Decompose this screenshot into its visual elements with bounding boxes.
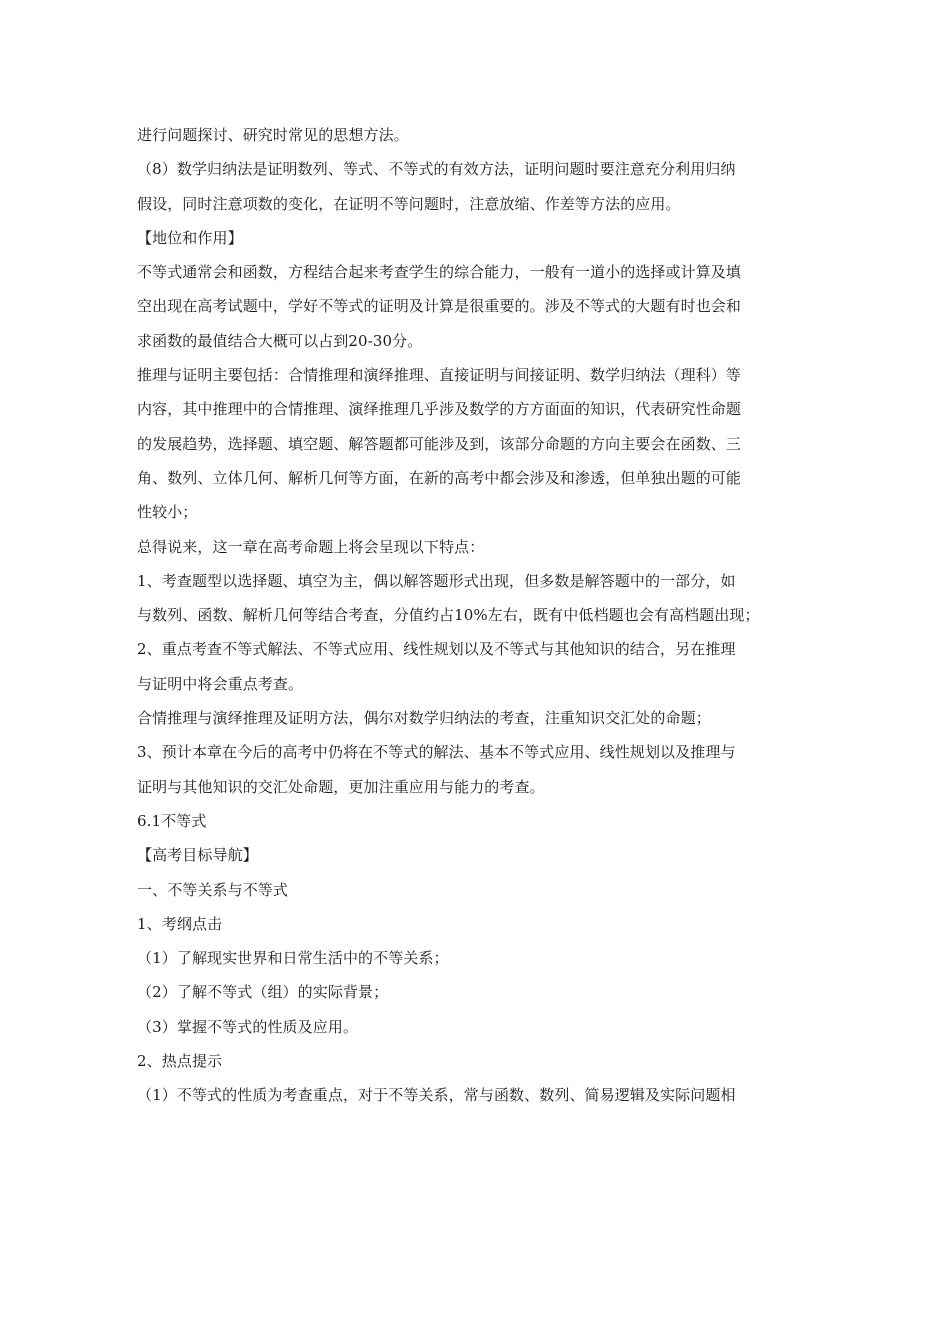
text-line: 假设，同时注意项数的变化，在证明不等问题时，注意放缩、作差等方法的应用。: [137, 194, 681, 213]
text-line: 1、考查题型以选择题、填空为主，偶以解答题形式出现，但多数是解答题中的一部分，如: [137, 571, 736, 590]
text-line: 推理与证明主要包括：合情推理和演绎推理、直接证明与间接证明、数学归纳法（理科）等: [137, 366, 742, 385]
chapter-heading: 6.1不等式: [137, 811, 207, 830]
text-line: 2、重点考查不等式解法、不等式应用、线性规划以及不等式与其他知识的结合，另在推理: [137, 640, 736, 659]
text-line: 角、数列、立体几何、解析几何等方面，在新的高考中都会涉及和渗透，但单独出题的可能: [137, 468, 742, 487]
list-item: （3）掌握不等式的性质及应用。: [137, 1017, 359, 1036]
section-heading: 【高考目标导航】: [137, 846, 258, 865]
list-item: （1）不等式的性质为考查重点，对于不等关系，常与函数、数列、简易逻辑及实际问题相: [137, 1086, 736, 1105]
text-line: （8）数学归纳法是证明数列、等式、不等式的有效方法，证明问题时要注意充分利用归纳: [137, 160, 736, 179]
section-heading: 【地位和作用】: [137, 228, 243, 247]
text-line: 进行问题探讨、研究时常见的思想方法。: [137, 126, 409, 144]
text-line: 求函数的最值结合大概可以占到20-30分。: [137, 331, 423, 350]
text-line: 与证明中将会重点考查。: [137, 674, 304, 693]
text-line: 总得说来，这一章在高考命题上将会呈现以下特点：: [137, 537, 485, 556]
subsection-heading: 一、不等关系与不等式: [137, 880, 289, 899]
list-item: （1）了解现实世界和日常生活中的不等关系；: [137, 949, 449, 968]
text-line: 不等式通常会和函数，方程结合起来考查学生的综合能力，一般有一道小的选择或计算及填: [137, 263, 742, 282]
text-line: 证明与其他知识的交汇处命题，更加注重应用与能力的考查。: [137, 777, 545, 796]
list-item: （2）了解不等式（组）的实际背景；: [137, 983, 389, 1002]
text-line: 空出现在高考试题中，学好不等式的证明及计算是很重要的。涉及不等式的大题有时也会和: [137, 297, 742, 316]
subsection-heading: 2、热点提示: [137, 1052, 223, 1071]
text-line: 与数列、函数、解析几何等结合考查，分值约占10%左右，既有中低档题也会有高档题出现；: [137, 606, 760, 625]
text-line: 性较小；: [137, 503, 198, 522]
text-line: 合情推理与演绎推理及证明方法，偶尔对数学归纳法的考查，注重知识交汇处的命题；: [137, 709, 711, 728]
text-line: 内容，其中推理中的合情推理、演绎推理几乎涉及数学的方方面面的知识，代表研究性命题: [137, 400, 742, 419]
subsection-heading: 1、考纲点击: [137, 914, 223, 933]
text-line: 3、预计本章在今后的高考中仍将在不等式的解法、基本不等式应用、线性规划以及推理与: [137, 743, 736, 762]
text-line: 的发展趋势，选择题、填空题、解答题都可能涉及到，该部分命题的方向主要会在函数、三: [137, 434, 742, 453]
document-body: [137, 118, 817, 1113]
